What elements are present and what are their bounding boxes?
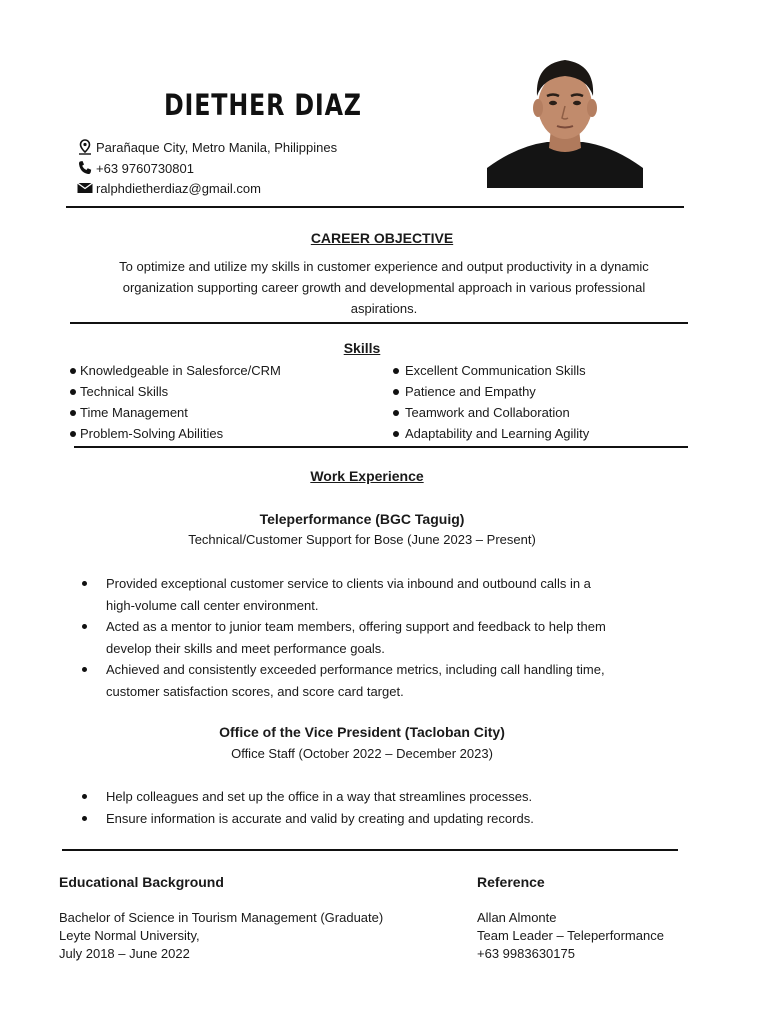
list-item: Provided exceptional customer service to clients via inbound and outbound calls in a high-volume call center environment. [80, 573, 680, 616]
list-item: Help colleagues and set up the office in a way that streamlines processes. [80, 786, 680, 808]
contact-address [76, 138, 337, 156]
education-details [59, 909, 439, 963]
bullet-icon [70, 410, 76, 416]
career-objective-heading: CAREER OBJECTIVE [310, 230, 454, 246]
career-objective-text [60, 256, 708, 319]
education-line: Leyte Normal University, [59, 928, 200, 943]
phone-icon [76, 160, 94, 176]
job-duties-list [80, 573, 680, 702]
bullet-icon [393, 431, 399, 437]
job-company: Teleperformance (BGC Taguig) [259, 511, 465, 527]
reference-line: Team Leader – Teleperformance [477, 928, 664, 943]
bullet-icon [393, 368, 399, 374]
reference-details [477, 909, 737, 963]
skill-item [393, 423, 693, 444]
skill-label: Patience and Empathy [405, 384, 536, 399]
bullet-icon [70, 389, 76, 395]
list-item: Ensure information is accurate and valid by creating and updating records. [80, 808, 680, 830]
skill-item [393, 381, 693, 402]
envelope-icon [76, 180, 94, 196]
skills-divider [74, 446, 688, 448]
education-heading: Educational Background [59, 874, 224, 890]
list-item: Acted as a mentor to junior team members, offering support and feedback to help them develop their skills and meet performance goals. [80, 616, 680, 659]
job-company: Office of the Vice President (Tacloban City) [219, 724, 505, 740]
job-duties-list [80, 786, 680, 829]
objective-line: aspirations. [350, 301, 418, 316]
skill-label: Adaptability and Learning Agility [405, 426, 590, 441]
location-pin-icon [76, 139, 94, 155]
objective-divider [70, 322, 688, 324]
skill-item [393, 402, 693, 423]
objective-line: organization supporting career growth and developmental approach in various professional [122, 280, 646, 295]
education-line: July 2018 – June 2022 [59, 946, 190, 961]
objective-line: To optimize and utilize my skills in customer experience and output productivity in a dynamic [119, 259, 649, 274]
skill-item [70, 402, 380, 423]
bullet-icon [70, 431, 76, 437]
skill-label: Time Management [80, 405, 188, 420]
skill-label: Excellent Communication Skills [405, 363, 586, 378]
bullet-icon [70, 368, 76, 374]
skill-label: Knowledgeable in Salesforce/CRM [80, 363, 281, 378]
list-item: Achieved and consistently exceeded performance metrics, including call handling time, customer satisfaction scores, and score card target. [80, 659, 680, 702]
phone-text: +63 9760730801 [96, 160, 194, 176]
job-role: Office Staff (October 2022 – December 2023) [231, 746, 493, 761]
address-text: Parañaque City, Metro Manila, Philippines [96, 139, 338, 155]
work-divider [62, 849, 678, 851]
contact-phone [76, 159, 194, 177]
applicant-name: DIETHER DIAZ [164, 88, 362, 122]
skill-label: Teamwork and Collaboration [405, 405, 570, 420]
reference-line: +63 9983630175 [477, 946, 575, 961]
skill-label: Problem-Solving Abilities [80, 426, 224, 441]
bullet-icon [393, 389, 399, 395]
header-divider [66, 206, 684, 208]
skills-left-column [70, 360, 380, 444]
skill-item [70, 360, 380, 381]
skill-item [70, 423, 380, 444]
education-line: Bachelor of Science in Tourism Management (Graduate) [59, 910, 384, 925]
work-experience-heading: Work Experience [310, 468, 424, 484]
profile-photo [487, 56, 643, 188]
job-role: Technical/Customer Support for Bose (June 2023 – Present) [188, 532, 536, 547]
skill-item [393, 360, 693, 381]
reference-heading: Reference [477, 874, 545, 890]
skill-label: Technical Skills [80, 384, 169, 399]
skills-right-column [393, 360, 693, 444]
reference-line: Allan Almonte [477, 910, 557, 925]
contact-email [76, 179, 261, 197]
bullet-icon [393, 410, 399, 416]
skill-item [70, 381, 380, 402]
skills-heading: Skills [343, 340, 381, 356]
email-text: ralphdietherdiaz@gmail.com [96, 180, 261, 196]
